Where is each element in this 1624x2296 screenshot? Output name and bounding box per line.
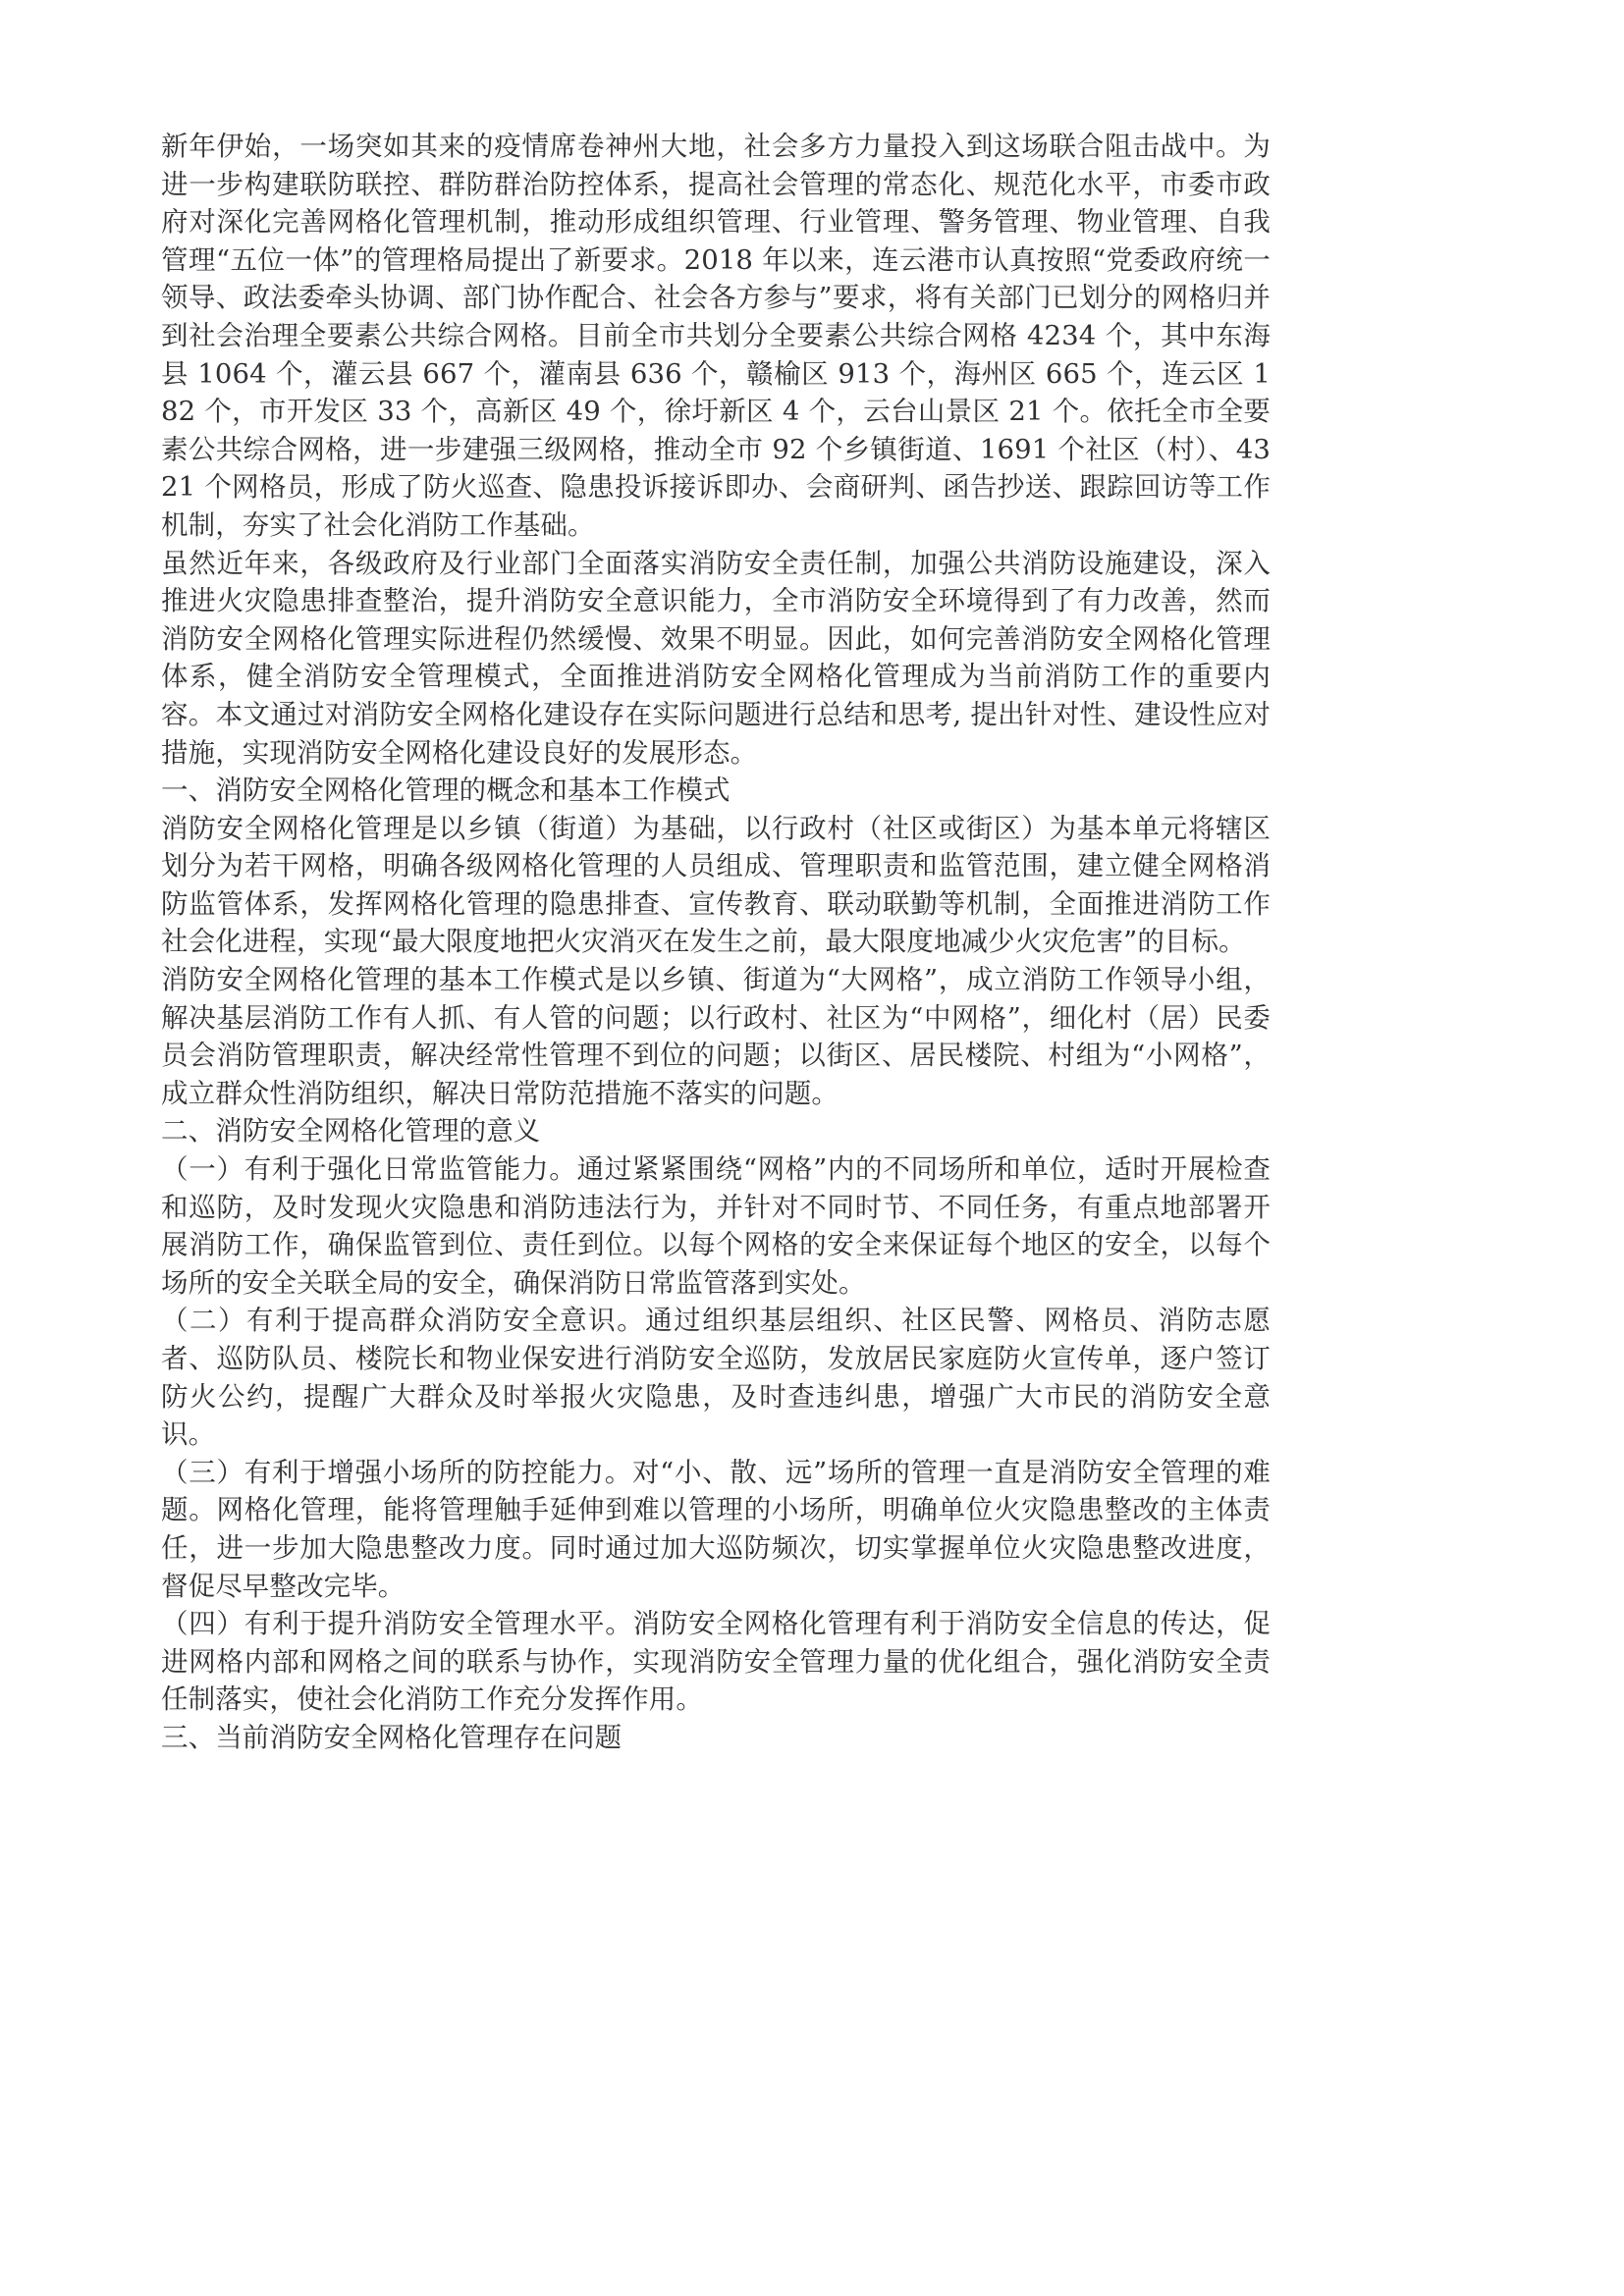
paragraph-background: 虽然近年来，各级政府及行业部门全面落实消防安全责任制，加强公共消防设施建设，深入推进火灾隐患排查整治，提升消防安全意识能力，全市消防安全环境得到了有力改善，然而消防安全网格化管理实际进程仍然缓慢、效果不明显。因此，如何完善消防安全网格化管理体系，健全消防安全管理模式，全面推进消防安全网格化管理成为当前消防工作的重要内容。本文通过对消防安全网格化建设存在实际问题进行总结和思考, 提出针对性、建设性应对措施，实现消防安全网格化建设良好的发展形态。: [161, 547, 1271, 769]
paragraph-significance-four: （四）有利于提升消防安全管理水平。消防安全网格化管理有利于消防安全信息的传达，促进网格内部和网格之间的联系与协作，实现消防安全管理力量的优化组合，强化消防安全责任制落实，使社会化消防工作充分发挥作用。: [161, 1608, 1271, 1716]
section-heading-one: 一、消防安全网格化管理的概念和基本工作模式: [161, 774, 731, 807]
paragraph-work-mode: 消防安全网格化管理的基本工作模式是以乡镇、街道为“大网格”，成立消防工作领导小组，解决基层消防工作有人抓、有人管的问题；以行政村、社区为“中网格”，细化村（居）民委员会消防管理职责，解决经常性管理不到位的问题；以街区、居民楼院、村组为“小网格”，成立群众性消防组织，解决日常防范措施不落实的问题。: [161, 964, 1271, 1109]
paragraph-significance-one: （一）有利于强化日常监管能力。通过紧紧围绕“网格”内的不同场所和单位，适时开展检查和巡防，及时发现火灾隐患和消防违法行为，并针对不同时节、不同任务，有重点地部署开展消防工作，确保监管到位、责任到位。以每个网格的安全来保证每个地区的安全，以每个场所的安全关联全局的安全，确保消防日常监管落到实处。: [161, 1153, 1271, 1299]
paragraph-intro: 新年伊始，一场突如其来的疫情席卷神州大地，社会多方力量投入到这场联合阻击战中。为进一步构建联防联控、群防群治防控体系，提高社会管理的常态化、规范化水平，市委市政府对深化完善网格化管理机制，推动形成组织管理、行业管理、警务管理、物业管理、自我管理“五位一体”的管理格局提出了新要求。2018 年以来，连云港市认真按照“党委政府统一领导、政法委牵头协调、部门协作配合、社会各方参与”要求，将有关部门已划分的网格归并到社会治理全要素公共综合网格。目前全市共划分全要素公共综合网格 4234 个，其中东海县 1064 个，灌云县 667 个，灌南县 636 个，赣榆区 913 个，海州区 665 个，连云区 182 个，市开发区 33 个，高新区 49 个，徐圩新区 4 个，云台山景区 21 个。依托全市全要素公共综合网格，进一步建强三级网格，推动全市 92 个乡镇街道、1691 个社区（村）、4321 个网格员，形成了防火巡查、隐患投诉接诉即办、会商研判、函告抄送、跟踪回访等工作机制，夯实了社会化消防工作基础。: [161, 131, 1271, 541]
section-heading-three: 三、当前消防安全网格化管理存在问题: [161, 1721, 623, 1753]
document-text-column: [161, 128, 1271, 1757]
paragraph-significance-three: （三）有利于增强小场所的防控能力。对“小、散、远”场所的管理一直是消防安全管理的难题。网格化管理，能将管理触手延伸到难以管理的小场所，明确单位火灾隐患整改的主体责任，进一步加大隐患整改力度。同时通过加大巡防频次，切实掌握单位火灾隐患整改进度，督促尽早整改完毕。: [161, 1456, 1271, 1602]
paragraph-significance-two: （二）有利于提高群众消防安全意识。通过组织基层组织、社区民警、网格员、消防志愿者、巡防队员、楼院长和物业保安进行消防安全巡防，发放居民家庭防火宣传单，逐户签订防火公约，提醒广大群众及时举报火灾隐患，及时查违纠患，增强广大市民的消防安全意识。: [161, 1305, 1271, 1451]
section-heading-two: 二、消防安全网格化管理的意义: [161, 1115, 541, 1148]
paragraph-concept: 消防安全网格化管理是以乡镇（街道）为基础，以行政村（社区或街区）为基本单元将辖区划分为若干网格，明确各级网格化管理的人员组成、管理职责和监管范围，建立健全网格消防监管体系，发挥网格化管理的隐患排查、宣传教育、联动联勤等机制，全面推进消防工作社会化进程，实现“最大限度地把火灾消灭在发生之前，最大限度地减少火灾危害”的目标。: [161, 812, 1271, 958]
